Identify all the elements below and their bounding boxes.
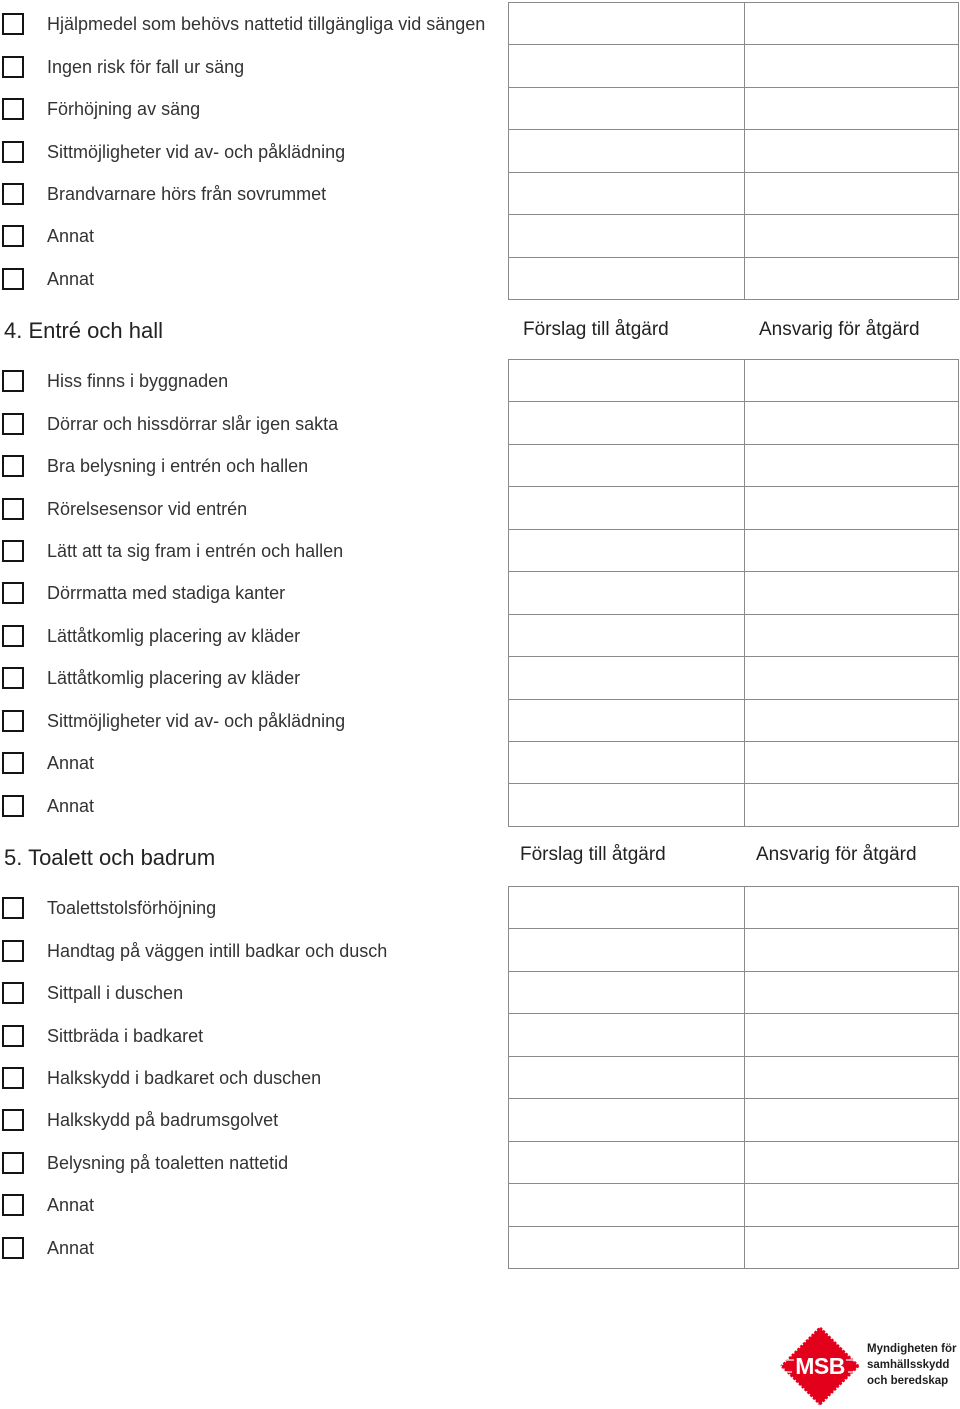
responsible-cell[interactable]: [745, 487, 959, 529]
responsible-cell[interactable]: [745, 173, 959, 215]
suggestion-cell[interactable]: [509, 1184, 745, 1226]
suggestion-cell[interactable]: [509, 1057, 745, 1099]
action-table-row: [509, 1057, 959, 1099]
checkbox[interactable]: [2, 1194, 24, 1216]
checklist-item-label: Halkskydd på badrumsgolvet: [47, 1110, 279, 1131]
checkbox[interactable]: [2, 56, 24, 78]
responsible-cell[interactable]: [745, 972, 959, 1014]
logo-org-name-line: Myndigheten för: [867, 1343, 957, 1355]
logo-mark-text: MSB: [795, 1353, 845, 1379]
section-header: [0, 310, 960, 359]
action-table-row: [509, 1099, 959, 1141]
checkbox[interactable]: [2, 13, 24, 35]
action-table-row: [509, 1142, 959, 1184]
checkbox[interactable]: [2, 582, 24, 604]
checklist-item: [0, 1099, 500, 1141]
checklist-section: [0, 310, 960, 816]
checklist-item-label: Dörrar och hissdörrar slår igen sakta: [47, 413, 339, 434]
checklist: [0, 2, 500, 300]
checkbox[interactable]: [2, 141, 24, 163]
checklist-item: [0, 258, 500, 300]
responsible-cell[interactable]: [745, 887, 959, 929]
column-header-responsible: Ansvarig för åtgärd: [759, 319, 920, 340]
checklist-item-label: Halkskydd i badkaret och duschen: [47, 1067, 322, 1088]
checkbox[interactable]: [2, 498, 24, 520]
checklist-item-label: Brandvarnare hörs från sovrummet: [47, 183, 327, 204]
checklist-item: [0, 402, 500, 444]
checkbox[interactable]: [2, 413, 24, 435]
checkbox[interactable]: [2, 225, 24, 247]
checklist-item-label: Dörrmatta med stadiga kanter: [47, 583, 286, 604]
checklist-item-label: Sittmöjligheter vid av- och påklädning: [47, 710, 346, 731]
responsible-cell[interactable]: [745, 45, 959, 87]
action-table-row: [509, 3, 959, 45]
checklist-item: [0, 784, 500, 826]
action-table-row: [509, 1184, 959, 1226]
action-table-row: [509, 173, 959, 215]
checklist-item-label: Hjälpmedel som behövs nattetid tillgängliga vid sängen: [47, 14, 486, 35]
suggestion-cell[interactable]: [509, 742, 745, 784]
suggestion-cell[interactable]: [509, 1142, 745, 1184]
checklist-item: [0, 215, 500, 257]
action-table: [508, 886, 959, 1269]
checkbox[interactable]: [2, 1067, 24, 1089]
checklist-item: [0, 88, 500, 130]
suggestion-cell[interactable]: [509, 784, 745, 826]
checklist-item: [0, 1184, 500, 1226]
checklist-item: [0, 45, 500, 87]
checklist-item-label: Annat: [47, 226, 95, 247]
action-table-row: [509, 360, 959, 402]
logo-org-name-line: och beredskap: [867, 1375, 949, 1387]
checklist-item-label: Sittmöjligheter vid av- och påklädning: [47, 141, 346, 162]
checklist-item: [0, 657, 500, 699]
checklist-item-label: Sittpall i duschen: [47, 983, 184, 1004]
checkbox[interactable]: [2, 710, 24, 732]
checklist-section: [0, 837, 960, 1258]
suggestion-cell[interactable]: [509, 45, 745, 87]
action-table-row: [509, 215, 959, 257]
checklist-item: [0, 530, 500, 572]
checkbox[interactable]: [2, 268, 24, 290]
suggestion-cell[interactable]: [509, 615, 745, 657]
logo-org-name: [867, 1341, 956, 1389]
checklist-item-label: Annat: [47, 268, 95, 289]
suggestion-cell[interactable]: [509, 3, 745, 45]
checkbox[interactable]: [2, 795, 24, 817]
suggestion-cell[interactable]: [509, 530, 745, 572]
checklist-item-label: Toalettstolsförhöjning: [47, 898, 217, 919]
checklist-item: [0, 887, 500, 929]
checklist-item-label: Förhöjning av säng: [47, 99, 201, 120]
checklist: [0, 359, 500, 827]
responsible-cell[interactable]: [745, 3, 959, 45]
suggestion-cell[interactable]: [509, 657, 745, 699]
responsible-cell[interactable]: [745, 360, 959, 402]
checklist-item-label: Hiss finns i byggnaden: [47, 371, 229, 392]
responsible-cell[interactable]: [745, 657, 959, 699]
suggestion-cell[interactable]: [509, 887, 745, 929]
section-heading: 4. Entré och hall: [4, 318, 163, 343]
column-header-responsible: Ansvarig för åtgärd: [756, 844, 917, 865]
suggestion-cell[interactable]: [509, 402, 745, 444]
checklist-item: [0, 572, 500, 614]
checkbox[interactable]: [2, 982, 24, 1004]
suggestion-cell[interactable]: [509, 1227, 745, 1269]
suggestion-cell[interactable]: [509, 173, 745, 215]
action-table-row: [509, 130, 959, 172]
checklist-item-label: Lätt att ta sig fram i entrén och hallen: [47, 540, 344, 561]
responsible-cell[interactable]: [745, 615, 959, 657]
suggestion-cell[interactable]: [509, 258, 745, 300]
checkbox[interactable]: [2, 370, 24, 392]
suggestion-cell[interactable]: [509, 929, 745, 971]
responsible-cell[interactable]: [745, 784, 959, 826]
suggestion-cell[interactable]: [509, 88, 745, 130]
responsible-cell[interactable]: [745, 1057, 959, 1099]
checklist-item: [0, 130, 500, 172]
section-heading: 5. Toalett och badrum: [4, 845, 216, 870]
responsible-cell[interactable]: [745, 742, 959, 784]
action-table-row: [509, 784, 959, 826]
checklist-item: [0, 742, 500, 784]
suggestion-cell[interactable]: [509, 572, 745, 614]
checklist-item: [0, 615, 500, 657]
checklist-item-label: Lättåtkomlig placering av kläder: [47, 625, 301, 646]
checkbox[interactable]: [2, 667, 24, 689]
action-table-row: [509, 742, 959, 784]
checkbox[interactable]: [2, 455, 24, 477]
responsible-cell[interactable]: [745, 130, 959, 172]
action-table-row: [509, 929, 959, 971]
column-header-suggestion: Förslag till åtgärd: [523, 319, 669, 340]
checkbox[interactable]: [2, 540, 24, 562]
suggestion-cell[interactable]: [509, 487, 745, 529]
responsible-cell[interactable]: [745, 700, 959, 742]
checklist-item: [0, 360, 500, 402]
checkbox[interactable]: [2, 940, 24, 962]
msb-logo-mark: [778, 1324, 862, 1408]
checklist: [0, 886, 500, 1269]
checklist-item-label: Rörelsesensor vid entrén: [47, 498, 248, 519]
checklist-item: [0, 173, 500, 215]
action-table-row: [509, 530, 959, 572]
checkbox[interactable]: [2, 1152, 24, 1174]
suggestion-cell[interactable]: [509, 130, 745, 172]
responsible-cell[interactable]: [745, 258, 959, 300]
checkbox[interactable]: [2, 1025, 24, 1047]
checkbox[interactable]: [2, 98, 24, 120]
action-table-row: [509, 887, 959, 929]
checklist-item: [0, 929, 500, 971]
responsible-cell[interactable]: [745, 88, 959, 130]
checklist-item: [0, 1057, 500, 1099]
checklist-item: [0, 972, 500, 1014]
checklist-item: [0, 3, 500, 45]
action-table-row: [509, 45, 959, 87]
responsible-cell[interactable]: [745, 1014, 959, 1056]
checkbox[interactable]: [2, 752, 24, 774]
checklist-item: [0, 700, 500, 742]
action-table-row: [509, 1014, 959, 1056]
responsible-cell[interactable]: [745, 402, 959, 444]
checklist-item: [0, 487, 500, 529]
checkbox[interactable]: [2, 897, 24, 919]
responsible-cell[interactable]: [745, 1227, 959, 1269]
responsible-cell[interactable]: [745, 1142, 959, 1184]
checkbox[interactable]: [2, 625, 24, 647]
action-table-row: [509, 402, 959, 444]
checklist-item-label: Handtag på väggen intill badkar och dusch: [47, 940, 388, 961]
checklist-item-label: Annat: [47, 753, 95, 774]
column-header-suggestion: Förslag till åtgärd: [520, 844, 666, 865]
suggestion-cell[interactable]: [509, 700, 745, 742]
action-table-row: [509, 572, 959, 614]
checklist-item-label: Bra belysning i entrén och hallen: [47, 456, 309, 477]
responsible-cell[interactable]: [745, 445, 959, 487]
action-table-row: [509, 487, 959, 529]
checkbox[interactable]: [2, 1109, 24, 1131]
action-table-row: [509, 1227, 959, 1269]
checklist-item: [0, 1142, 500, 1184]
checklist-item-label: Ingen risk för fall ur säng: [47, 56, 245, 77]
checkbox[interactable]: [2, 1237, 24, 1259]
responsible-cell[interactable]: [745, 215, 959, 257]
responsible-cell[interactable]: [745, 1184, 959, 1226]
action-table-row: [509, 657, 959, 699]
checklist-item-label: Lättåtkomlig placering av kläder: [47, 668, 301, 689]
action-table: [508, 2, 959, 300]
checklist-item: [0, 1227, 500, 1269]
responsible-cell[interactable]: [745, 572, 959, 614]
checklist-item: [0, 445, 500, 487]
suggestion-cell[interactable]: [509, 1014, 745, 1056]
checklist-item-label: Annat: [47, 1195, 95, 1216]
checklist-item-label: Sittbräda i badkaret: [47, 1025, 204, 1046]
action-table-row: [509, 615, 959, 657]
suggestion-cell[interactable]: [509, 360, 745, 402]
responsible-cell[interactable]: [745, 530, 959, 572]
responsible-cell[interactable]: [745, 929, 959, 971]
section-header: [0, 837, 960, 886]
action-table-row: [509, 258, 959, 300]
responsible-cell[interactable]: [745, 1099, 959, 1141]
action-table: [508, 359, 959, 827]
action-table-row: [509, 972, 959, 1014]
suggestion-cell[interactable]: [509, 445, 745, 487]
checklist-item-label: Annat: [47, 1237, 95, 1258]
suggestion-cell[interactable]: [509, 1099, 745, 1141]
checklist-item-label: Annat: [47, 795, 95, 816]
action-table-row: [509, 88, 959, 130]
checkbox[interactable]: [2, 183, 24, 205]
action-table-row: [509, 700, 959, 742]
checklist-item: [0, 1014, 500, 1056]
suggestion-cell[interactable]: [509, 972, 745, 1014]
action-table-row: [509, 445, 959, 487]
suggestion-cell[interactable]: [509, 215, 745, 257]
logo-org-name-line: samhällsskydd: [867, 1359, 950, 1371]
checklist-item-label: Belysning på toaletten nattetid: [47, 1152, 289, 1173]
